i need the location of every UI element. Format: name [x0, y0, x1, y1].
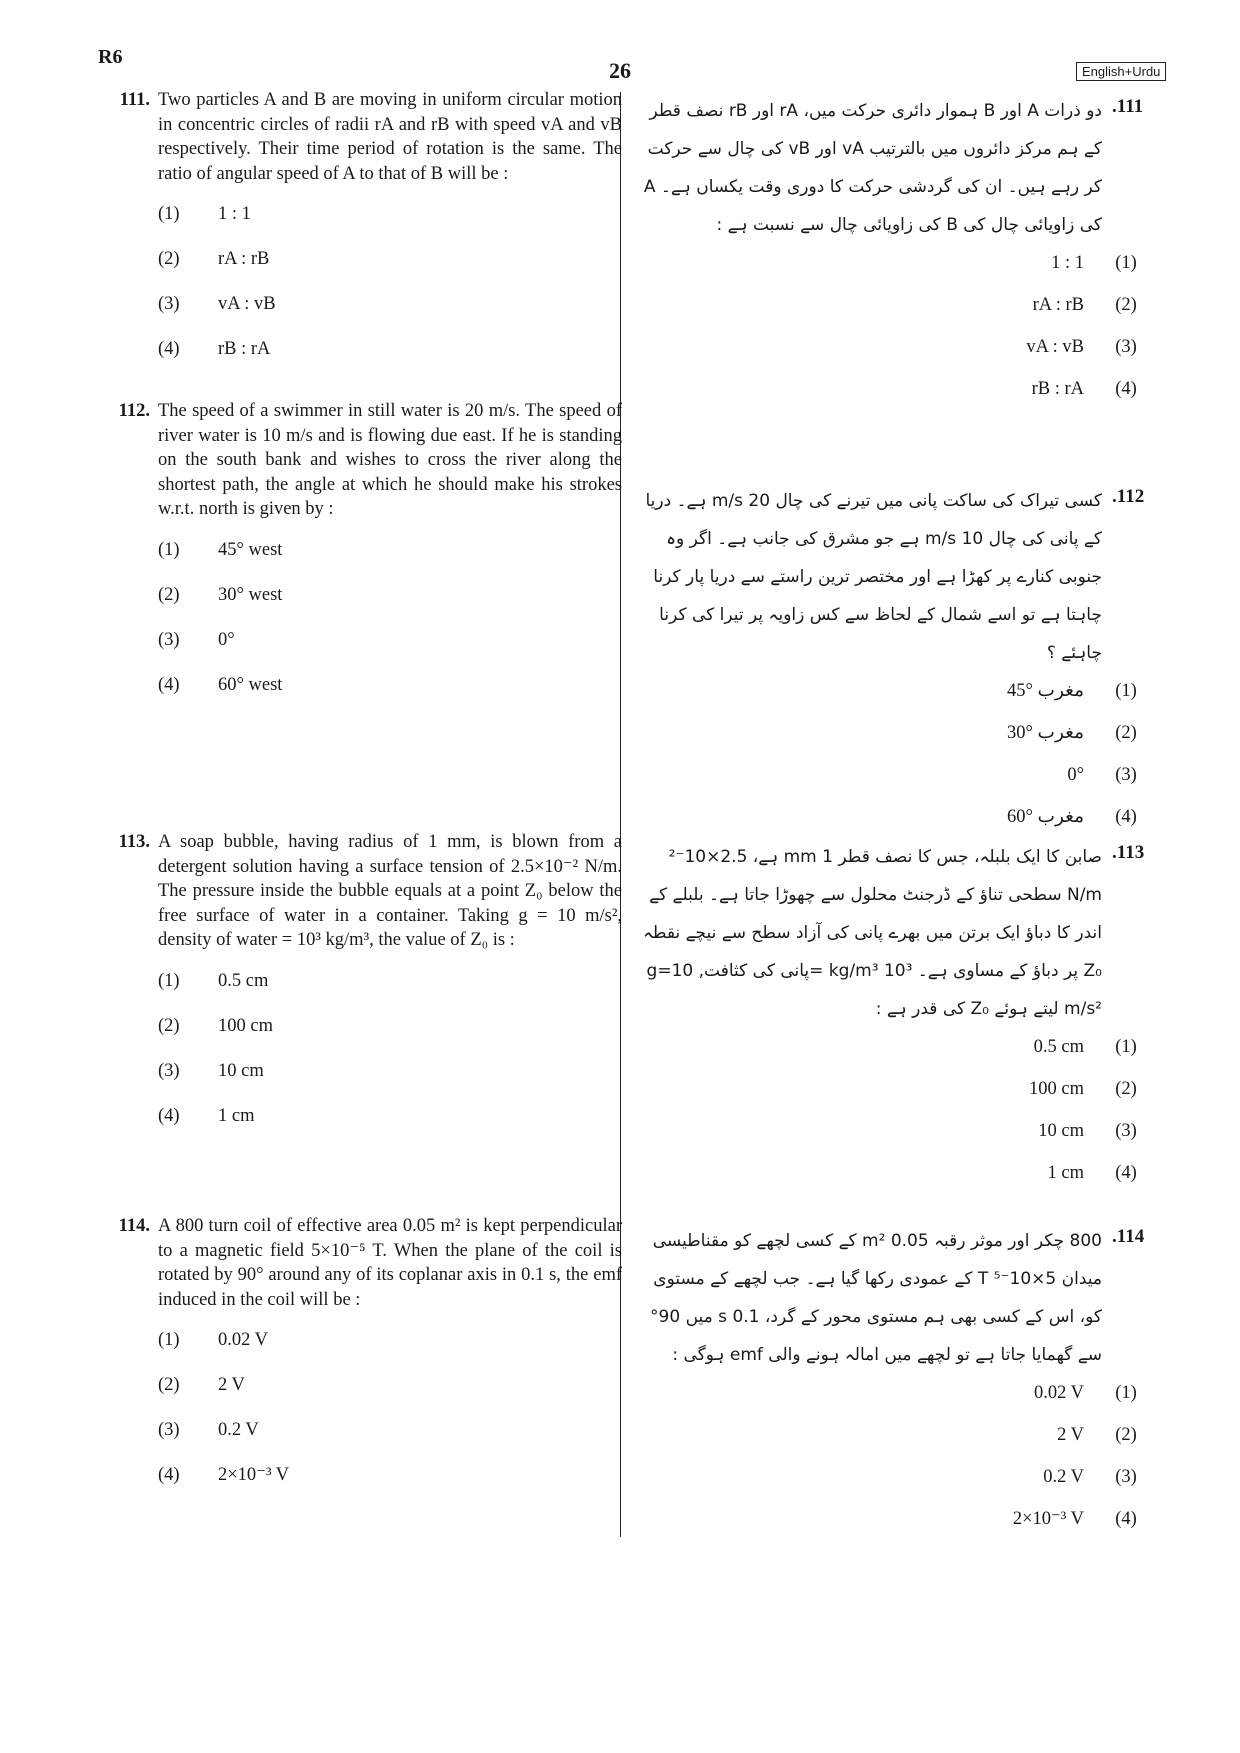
option	[158, 1373, 622, 1418]
option-label: (2)	[1115, 723, 1137, 743]
option-label: (2)	[1115, 1425, 1137, 1445]
question-text: کسی تیراک کی ساکت پانی میں تیرنے کی چال 20 m/s ہے۔ دریا کے پانی کی چال 10 m/s ہے جو مشرق کی جانب ہے۔ اگر وہ جنوبی کنارے پر کھڑا ہے اور مختصر ترین راستے سے دریا پار کرنا چاہتا ہے تو اسے شمال کے لحاظ سے کس زاویہ پر تیرا کی کرنا چاہئے ؟	[645, 491, 1102, 663]
option	[158, 247, 622, 292]
option	[638, 1074, 1168, 1116]
option-label: (3)	[1115, 1467, 1137, 1487]
option-label: (1)	[1115, 253, 1137, 273]
option-value: 30° مغرب	[1007, 723, 1084, 743]
option-value: 100 cm	[1029, 1079, 1084, 1099]
question-text: A soap bubble, having radius of 1 mm, is blown from a detergent solution having a surface tension of 2.5×10⁻² N/m. The pressure inside the bubble equals at a point Z₀ below the free surface of water in a container. Taking g = 10 m/s², density of water = 10³ kg/m³, the value of Z₀ is :	[158, 832, 622, 950]
option-label: (1)	[1115, 1037, 1137, 1057]
option	[158, 337, 622, 382]
option-value: 60° west	[218, 674, 283, 695]
option-value: 0.5 cm	[218, 970, 269, 991]
options-list	[158, 202, 622, 382]
options-list	[638, 1032, 1168, 1200]
option-value: 2×10⁻³ V	[218, 1465, 290, 1485]
question-number: 111.	[119, 90, 150, 110]
options-list	[158, 1328, 622, 1508]
option	[158, 1463, 622, 1508]
paper-code: R6	[98, 46, 123, 68]
option	[638, 290, 1168, 332]
option-label: (3)	[158, 1420, 180, 1440]
option	[158, 1328, 622, 1373]
options-list	[158, 538, 622, 718]
option-label: (2)	[158, 584, 180, 605]
option	[638, 760, 1168, 802]
option-value: 45° west	[218, 539, 283, 560]
option-label: (1)	[158, 539, 180, 560]
option-value: 0°	[218, 629, 235, 650]
option	[638, 374, 1168, 416]
question-114-ur	[638, 1222, 1168, 1546]
option-value: 0°	[1067, 765, 1084, 785]
option-label: (1)	[1115, 681, 1137, 701]
option	[158, 1104, 622, 1149]
question-112-en	[96, 399, 622, 718]
option-label: (2)	[1115, 1079, 1137, 1099]
option-value: 30° west	[218, 584, 283, 605]
option-value: 45° مغرب	[1007, 681, 1084, 701]
option-value: 60° مغرب	[1007, 807, 1084, 827]
option	[638, 248, 1168, 290]
option	[158, 1014, 622, 1059]
option	[638, 1462, 1168, 1504]
question-113-ur	[638, 838, 1168, 1200]
option-label: (3)	[158, 294, 180, 314]
option-value: vA : vB	[218, 294, 276, 314]
option-label: (4)	[158, 1105, 180, 1126]
option	[638, 1116, 1168, 1158]
option	[158, 1418, 622, 1463]
option-label: (3)	[1115, 337, 1137, 357]
option-value: rA : rB	[1032, 295, 1084, 315]
option	[638, 332, 1168, 374]
option	[158, 628, 622, 673]
option-value: 0.2 V	[1043, 1467, 1084, 1487]
option-label: (3)	[158, 629, 180, 650]
option-label: (2)	[158, 1015, 180, 1036]
option-label: (4)	[158, 1465, 180, 1485]
option	[158, 1059, 622, 1104]
option-value: 1 cm	[1047, 1163, 1084, 1183]
option-label: (1)	[158, 1330, 180, 1350]
option-value: 1 cm	[218, 1105, 255, 1126]
option	[638, 1032, 1168, 1074]
option	[638, 718, 1168, 760]
option	[158, 673, 622, 718]
option-value: 0.5 cm	[1033, 1037, 1084, 1057]
option-label: (3)	[1115, 765, 1137, 785]
option-value: 10 cm	[218, 1060, 264, 1081]
question-text: صابن کا ایک بلبلہ، جس کا نصف قطر 1 mm ہے، 2.5×10⁻² N/m سطحی تناؤ کے ڈرجنٹ محلول سے چھوڑا جاتا ہے۔ بلبلے کے اندر کا دباؤ ایک برتن میں بھرے پانی کی آزاد سطح سے نیچے نقطہ Z₀ پر دباؤ کے مساوی ہے۔ 10³ kg/m³ =پانی کی کثافت, g=10 m/s² لیتے ہوئے Z₀ کی قدر ہے :	[642, 847, 1102, 1019]
option	[638, 1420, 1168, 1462]
option-label: (4)	[1115, 1509, 1137, 1529]
question-number: .114	[1112, 1226, 1145, 1247]
question-number: .111	[1112, 96, 1144, 117]
option-label: (3)	[158, 1060, 180, 1081]
question-113-en	[96, 830, 622, 1149]
option-value: 0.2 V	[218, 1420, 259, 1440]
option-value: rA : rB	[218, 249, 270, 269]
option-value: rB : rA	[1031, 379, 1084, 399]
option-label: (1)	[158, 970, 180, 991]
question-number: 112.	[118, 401, 150, 421]
question-114-en	[96, 1214, 622, 1508]
option	[158, 969, 622, 1014]
question-text: A 800 turn coil of effective area 0.05 m² is kept perpendicular to a magnetic field 5×10⁻⁵ T. When the plane of the coil is rotated by 90° around any of its coplanar axis in 0.1 s, the emf induced in the coil will be :	[158, 1216, 622, 1310]
option-value: 2 V	[218, 1375, 245, 1395]
question-text: The speed of a swimmer in still water is 20 m/s. The speed of river water is 10 m/s and is flowing due east. If he is standing on the south bank and wishes to cross the river along the shortest path, the angle at which he should make his strokes w.r.t. north is given by :	[158, 401, 622, 519]
options-list	[638, 676, 1168, 844]
option-label: (3)	[1115, 1121, 1137, 1141]
option	[638, 1504, 1168, 1546]
option-label: (1)	[1115, 1383, 1137, 1403]
option	[638, 1158, 1168, 1200]
question-number: 114.	[118, 1216, 150, 1236]
option-label: (2)	[1115, 295, 1137, 315]
option	[158, 538, 622, 583]
option-label: (4)	[1115, 807, 1137, 827]
question-111-ur	[638, 92, 1168, 416]
options-list	[158, 969, 622, 1149]
option	[638, 676, 1168, 718]
options-list	[638, 248, 1168, 416]
option-value: 1 : 1	[1051, 253, 1084, 273]
option-label: (4)	[1115, 379, 1137, 399]
option-value: rB : rA	[218, 339, 271, 359]
option-value: 10 cm	[1038, 1121, 1084, 1141]
option	[158, 292, 622, 337]
option-label: (4)	[158, 674, 180, 695]
options-list	[638, 1378, 1168, 1546]
question-111-en	[96, 88, 622, 382]
question-text: دو ذرات A اور B ہموار دائری حرکت میں، rA اور rB نصف قطر کے ہم مرکز دائروں میں بالترتیب vA اور vB کی چال سے حرکت کر رہے ہیں۔ ان کی گردشی حرکت کا دوری وقت یکساں ہے۔ A کی زاویائی چال کی B کی زاویائی چال سے نسبت ہے :	[643, 101, 1102, 235]
option-value: 0.02 V	[1033, 1383, 1084, 1403]
option-value: 0.02 V	[218, 1330, 269, 1350]
option	[638, 1378, 1168, 1420]
option-value: 1 : 1	[218, 204, 251, 224]
option-value: vA : vB	[1026, 337, 1084, 357]
question-112-ur	[638, 482, 1168, 844]
option-label: (1)	[158, 204, 180, 224]
option-label: (4)	[158, 339, 180, 359]
option-label: (2)	[158, 1375, 180, 1395]
question-text: Two particles A and B are moving in uniform circular motion in concentric circles of radii rA and rB with speed vA and vB respectively. Their time period of rotation is the same. The ratio of angular speed of A to that of B will be :	[158, 90, 622, 184]
option	[158, 583, 622, 628]
option-value: 2 V	[1057, 1425, 1084, 1445]
option-value: 2×10⁻³ V	[1012, 1509, 1084, 1529]
question-number: 113.	[118, 832, 150, 852]
option	[158, 202, 622, 247]
option-label: (2)	[158, 249, 180, 269]
question-number: .113	[1112, 842, 1145, 863]
question-text: 800 چکر اور موثر رقبہ 0.05 m² کے کسی لچھے کو مقناطیسی میدان 5×10⁻⁵ T کے عمودی رکھا گیا ہے۔ جب لچھے کے مستوی کو، اس کے کسی بھی ہم مستوی محور کے گرد، 0.1 s میں 90° سے گھمایا جاتا ہے تو لچھے میں امالہ ہونے والی emf ہوگی :	[650, 1231, 1102, 1365]
option-label: (4)	[1115, 1163, 1137, 1183]
language-badge: English+Urdu	[1076, 62, 1166, 81]
page-number: 26	[609, 58, 631, 83]
question-number: .112	[1112, 486, 1145, 507]
option-value: 100 cm	[218, 1015, 273, 1036]
